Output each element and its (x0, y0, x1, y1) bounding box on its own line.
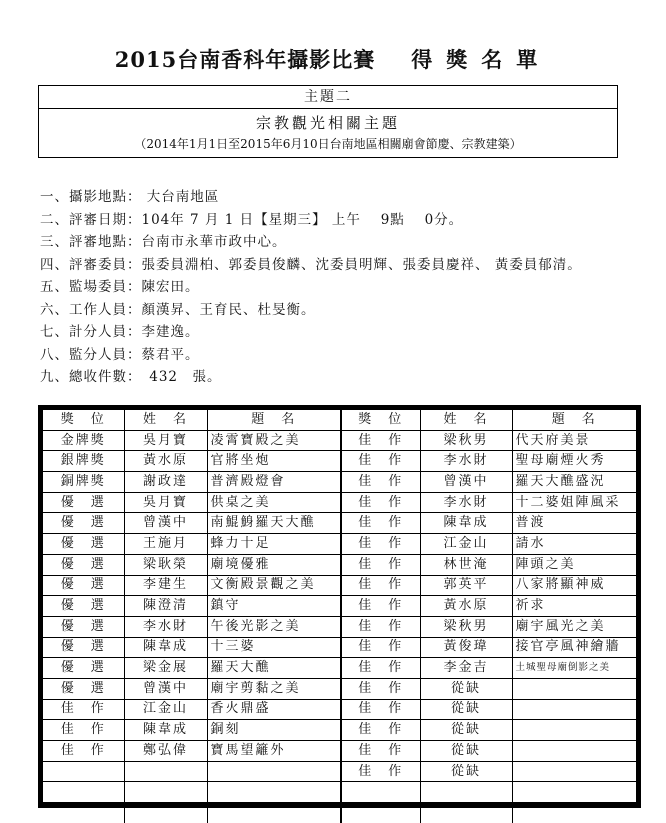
award-cell: 佳 作 (341, 761, 420, 782)
table-row (43, 658, 636, 679)
name-cell: 曾漢中 (420, 472, 512, 493)
photo-title-cell (512, 720, 636, 741)
name-cell: 吳月寶 (124, 492, 207, 513)
award-cell: 佳 作 (341, 513, 420, 534)
name-cell: 梁金展 (124, 658, 207, 679)
info-total-entries: 九、總收件數： 432 張。 (40, 369, 222, 385)
award-cell: 優 選 (43, 637, 124, 658)
award-cell: 佳 作 (341, 492, 420, 513)
info-location: 一、攝影地點： 大台南地區 (40, 189, 220, 205)
photo-title-cell (512, 803, 636, 823)
photo-title-cell: 十三婆 (207, 637, 341, 658)
photo-title-cell: 祈求 (512, 596, 636, 617)
photo-title-cell: 接官亭風神繪牆 (512, 637, 636, 658)
info-score-monitor: 八、監分人員：蔡君平。 (40, 346, 200, 363)
award-cell: 佳 作 (43, 720, 124, 741)
info-venue: 三、評審地點：台南市永華市政中心。 (40, 234, 287, 250)
info-list (40, 186, 582, 389)
name-cell: 江金山 (420, 534, 512, 555)
table-row (43, 720, 636, 741)
photo-title-cell (207, 803, 341, 823)
photo-title-cell: 寶馬望籬外 (207, 741, 341, 762)
photo-title-cell: 銅刻 (207, 720, 341, 741)
name-cell: 從缺 (420, 761, 512, 782)
name-cell: 王施月 (124, 534, 207, 555)
name-cell: 陳韋成 (124, 637, 207, 658)
table-row (43, 803, 636, 823)
topic-box (38, 85, 618, 158)
name-cell: 從缺 (420, 741, 512, 762)
photo-title-cell: 土城聖母廟倒影之美 (512, 658, 636, 679)
award-cell: 佳 作 (341, 451, 420, 472)
photo-title-cell (512, 678, 636, 699)
award-cell: 佳 作 (341, 554, 420, 575)
award-cell: 優 選 (43, 513, 124, 534)
info-scorer: 七、計分人員：李建逸。 (40, 324, 200, 340)
photo-title-cell: 鎮守 (207, 596, 341, 617)
photo-title-cell: 廟宇剪黏之美 (207, 678, 341, 699)
photo-title-cell: 凌霄寶殿之美 (207, 430, 341, 451)
photo-title-cell (207, 782, 341, 803)
photo-title-cell: 陣頭之美 (512, 554, 636, 575)
name-cell (124, 803, 207, 823)
photo-title-cell: 蜂力十足 (207, 534, 341, 555)
award-cell (43, 803, 124, 823)
photo-title-cell: 廟宇風光之美 (512, 616, 636, 637)
header-name: 姓 名 (124, 410, 207, 430)
name-cell: 李建生 (124, 575, 207, 596)
name-cell: 陳澄清 (124, 596, 207, 617)
photo-title-cell (512, 699, 636, 720)
award-cell (341, 803, 420, 823)
table-row (43, 451, 636, 472)
name-cell: 從缺 (420, 678, 512, 699)
name-cell: 林世淹 (420, 554, 512, 575)
info-staff: 六、工作人員：顏漢昇、王育民、杜旻衡。 (40, 301, 316, 318)
photo-title-cell (207, 761, 341, 782)
table-row (43, 554, 636, 575)
info-judges: 四、評審委員：張委員淵柏、郭委員俊麟、沈委員明輝、張委員慶祥、 黃委員郁清。 (40, 256, 582, 273)
table-row (43, 699, 636, 720)
table-row (43, 472, 636, 493)
photo-title-cell: 午後光影之美 (207, 616, 341, 637)
photo-title-cell: 廟境優雅 (207, 554, 341, 575)
award-cell: 佳 作 (341, 699, 420, 720)
award-cell: 佳 作 (43, 741, 124, 762)
table-row (43, 616, 636, 637)
table-row (43, 492, 636, 513)
name-cell: 鄭弘偉 (124, 741, 207, 762)
award-cell: 銅牌獎 (43, 472, 124, 493)
name-cell: 梁耿榮 (124, 554, 207, 575)
name-cell (124, 782, 207, 803)
photo-title-cell: 南鯤鯓羅天大醮 (207, 513, 341, 534)
photo-title-cell (512, 782, 636, 803)
award-cell: 優 選 (43, 492, 124, 513)
info-supervisor: 五、監場委員：陳宏田。 (40, 279, 200, 295)
table-header-row (43, 410, 636, 430)
winners-list-title: 得獎名單 (411, 47, 552, 72)
table-row (43, 741, 636, 762)
event-title: 2015台南香科年攝影比賽 (114, 47, 376, 72)
table-row (43, 637, 636, 658)
award-cell: 佳 作 (341, 678, 420, 699)
award-cell: 佳 作 (341, 720, 420, 741)
name-cell: 從缺 (420, 699, 512, 720)
name-cell: 梁秋男 (420, 430, 512, 451)
award-cell: 優 選 (43, 575, 124, 596)
award-cell (341, 782, 420, 803)
award-cell: 佳 作 (341, 575, 420, 596)
table-row (43, 534, 636, 555)
photo-title-cell: 香火鼎盛 (207, 699, 341, 720)
award-cell: 優 選 (43, 678, 124, 699)
award-cell: 佳 作 (43, 699, 124, 720)
photo-title-cell: 代天府美景 (512, 430, 636, 451)
table-row (43, 430, 636, 451)
photo-title-cell: 八家將顯神威 (512, 575, 636, 596)
header-award: 獎 位 (43, 410, 124, 430)
photo-title-cell: 文衡殿景觀之美 (207, 575, 341, 596)
winners-table (38, 405, 641, 808)
name-cell (420, 782, 512, 803)
photo-title-cell: 請水 (512, 534, 636, 555)
photo-title-cell: 普渡 (512, 513, 636, 534)
award-cell: 佳 作 (341, 472, 420, 493)
header-title: 題 名 (512, 410, 636, 430)
award-cell: 佳 作 (341, 616, 420, 637)
photo-title-cell: 官將坐炮 (207, 451, 341, 472)
award-cell: 優 選 (43, 534, 124, 555)
award-cell: 金牌獎 (43, 430, 124, 451)
name-cell: 江金山 (124, 699, 207, 720)
award-cell: 優 選 (43, 596, 124, 617)
name-cell: 陳韋成 (420, 513, 512, 534)
photo-title-cell (512, 761, 636, 782)
photo-title-cell: 聖母廟煙火秀 (512, 451, 636, 472)
table-row (43, 513, 636, 534)
award-cell (43, 761, 124, 782)
name-cell: 李金吉 (420, 658, 512, 679)
award-cell: 佳 作 (341, 637, 420, 658)
header-title: 題 名 (207, 410, 341, 430)
name-cell (420, 803, 512, 823)
name-cell: 黃水原 (420, 596, 512, 617)
name-cell: 曾漢中 (124, 513, 207, 534)
award-cell: 佳 作 (341, 596, 420, 617)
photo-title-cell: 供桌之美 (207, 492, 341, 513)
award-cell: 優 選 (43, 658, 124, 679)
name-cell: 梁秋男 (420, 616, 512, 637)
award-cell: 優 選 (43, 554, 124, 575)
theme-scope: （2014年1月1日至2015年6月10日台南地區相關廟會節慶、宗教建築） (134, 137, 522, 151)
name-cell: 曾漢中 (124, 678, 207, 699)
table-row (43, 761, 636, 782)
photo-title-cell: 普濟殿燈會 (207, 472, 341, 493)
table-row (43, 782, 636, 803)
header-award: 獎 位 (341, 410, 420, 430)
name-cell: 黃水原 (124, 451, 207, 472)
award-cell: 佳 作 (341, 741, 420, 762)
name-cell: 吳月寶 (124, 430, 207, 451)
table-row (43, 678, 636, 699)
table-row (43, 575, 636, 596)
name-cell: 李水財 (420, 492, 512, 513)
table-row (43, 596, 636, 617)
photo-title-cell: 十二婆姐陣風采 (512, 492, 636, 513)
name-cell: 從缺 (420, 720, 512, 741)
award-cell: 佳 作 (341, 658, 420, 679)
theme-number: 主題二 (39, 86, 617, 109)
page-title (0, 44, 666, 74)
award-cell: 佳 作 (341, 430, 420, 451)
award-cell (43, 782, 124, 803)
photo-title-cell: 羅天大醮 (207, 658, 341, 679)
info-date: 二、評審日期：104年 7 月 1 日【星期三】 上午 9點 0分。 (40, 211, 464, 228)
name-cell (124, 761, 207, 782)
name-cell: 黃俊瑋 (420, 637, 512, 658)
award-cell: 銀牌獎 (43, 451, 124, 472)
name-cell: 李水財 (420, 451, 512, 472)
award-cell: 佳 作 (341, 534, 420, 555)
award-cell: 優 選 (43, 616, 124, 637)
photo-title-cell (512, 741, 636, 762)
name-cell: 謝政達 (124, 472, 207, 493)
theme-name: 宗教觀光相關主題 (255, 114, 400, 132)
photo-title-cell: 羅天大醮盛況 (512, 472, 636, 493)
name-cell: 郭英平 (420, 575, 512, 596)
header-name: 姓 名 (420, 410, 512, 430)
name-cell: 李水財 (124, 616, 207, 637)
name-cell: 陳韋成 (124, 720, 207, 741)
